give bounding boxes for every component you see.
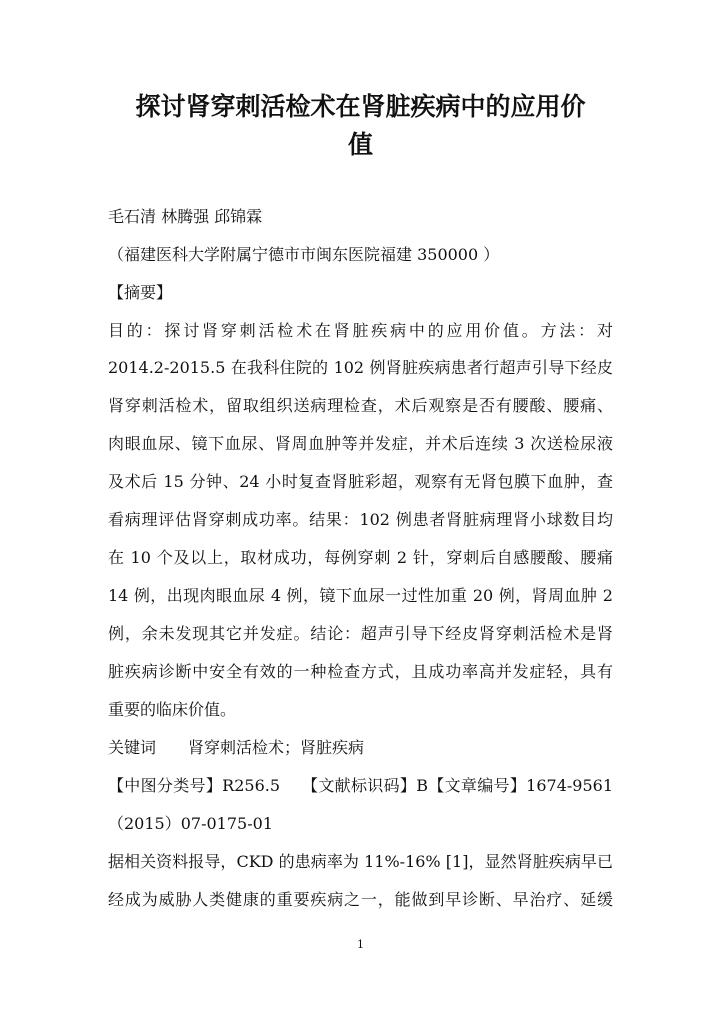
page-number: 1 [357,938,364,951]
body-line: 据相关资料报导，CKD 的患病率为 11%-16% [1]，显然肾脏疾病早已 [108,852,613,871]
abstract-label: 【摘要】 [108,283,173,302]
abstract-line: 看病理评估肾穿刺成功率。结果：102 例患者肾脏病理肾小球数目均 [108,510,613,529]
abstract-line: 14 例，出现肉眼血尿 4 例，镜下血尿一过性加重 20 例，肾周血肿 2 [108,586,613,605]
authors: 毛石清 林腾强 邱锦霖 [108,207,263,226]
title-line-1: 探讨肾穿刺活检术在肾脏疾病中的应用价 [135,92,586,121]
affiliation: （福建医科大学附属宁德市市闽东医院福建 350000 ） [108,245,500,264]
abstract-line: 肾穿刺活检术，留取组织送病理检查，术后观察是否有腰酸、腰痛、 [108,396,613,415]
abstract-line: 例，余未发现其它并发症。结论：超声引导下经皮肾穿刺活检术是肾 [108,624,613,643]
title-line-2: 值 [347,130,373,159]
abstract-line: 在 10 个及以上，取材成功，每例穿刺 2 针，穿刺后自感腰酸、腰痛 [108,548,613,567]
abstract-line: 2014.2-2015.5 在我科住院的 102 例肾脏疾病患者行超声引导下经皮 [108,358,613,377]
abstract-line: 及术后 15 分钟、24 小时复查肾脏彩超，观察有无肾包膜下血肿，查 [108,472,613,491]
paper-title [108,88,613,164]
abstract-line: 重要的临床价值。 [108,700,237,719]
body-line: 经成为威胁人类健康的重要疾病之一，能做到早诊断、早治疗、延缓 [108,890,613,909]
classification-line: 【中图分类号】R256.5 【文献标识码】B【文章编号】1674-9561 [108,776,613,795]
abstract-line: 脏疾病诊断中安全有效的一种检查方式，且成功率高并发症轻，具有 [108,662,613,681]
keywords [108,736,613,760]
abstract-line: 目的：探讨肾穿刺活检术在肾脏疾病中的应用价值。方法：对 [108,321,613,340]
issue-line: （2015）07-0175-01 [108,814,273,833]
abstract-line: 肉眼血尿、镜下血尿、肾周血肿等并发症，并术后连续 3 次送检尿液 [108,434,613,453]
keywords-value: 肾穿刺活检术；肾脏疾病 [188,738,365,757]
keywords-label: 关键词 [108,738,157,757]
